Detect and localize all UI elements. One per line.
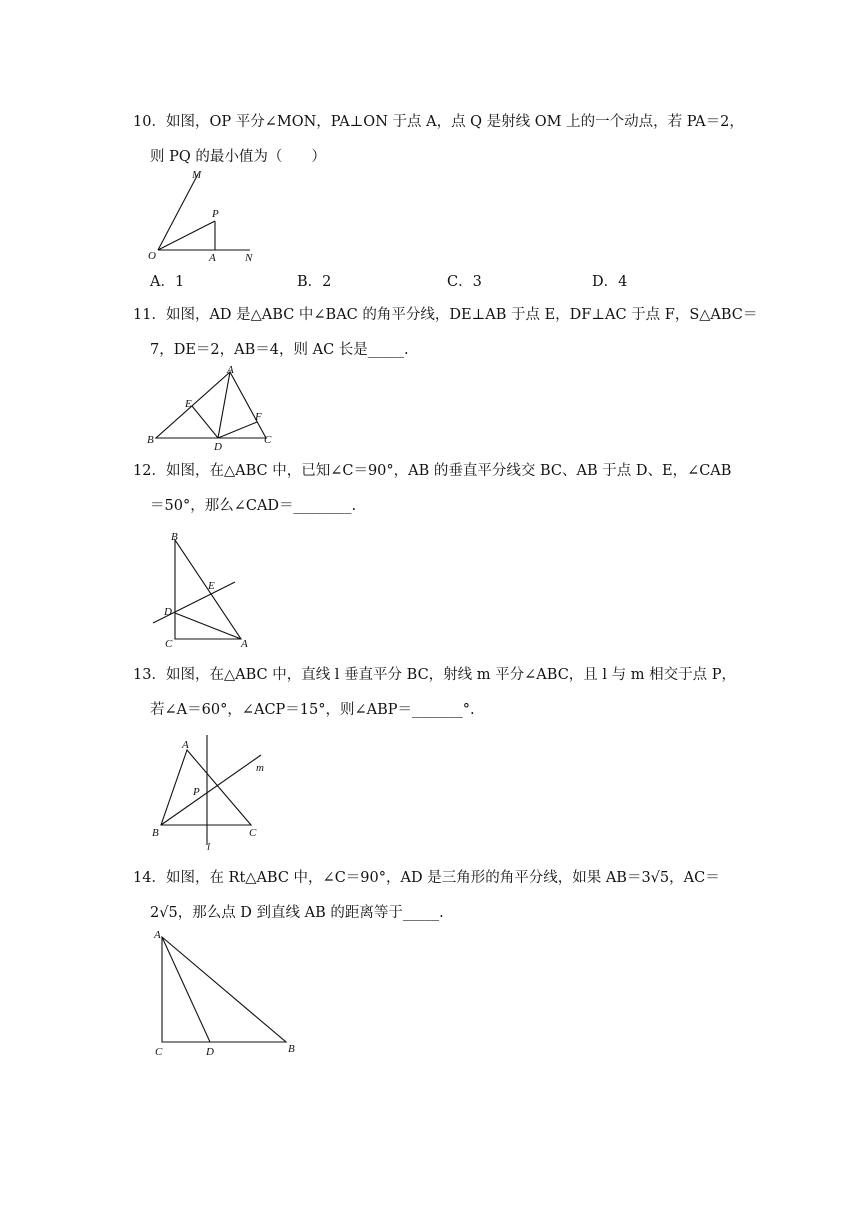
q13-line1: 13．如图，在△ABC 中，直线 l 垂直平分 BC，射线 m 平分∠ABC，且 l 与 m 相交于点 P，	[133, 667, 736, 683]
q12-line1: 12．如图，在△ABC 中，已知∠C＝90°，AB 的垂直平分线交 BC、AB 于点 D、E，∠CAB	[133, 463, 732, 479]
q14-label-B: B	[288, 1043, 295, 1055]
q10-option-b: B．2	[297, 274, 332, 290]
q14-line2: 2√5，那么点 D 到直线 AB 的距离等于_____.	[150, 905, 444, 921]
q11-line2: 7，DE＝2，AB＝4，则 AC 长是_____.	[150, 342, 409, 358]
q14-line1: 14．如图，在 Rt△ABC 中，∠C＝90°，AD 是三角形的角平分线，如果 AB＝3√5，AC＝	[133, 870, 720, 886]
q11-label-F: F	[255, 411, 262, 423]
q10-label-N: N	[245, 252, 253, 264]
q14-label-C: C	[155, 1046, 163, 1058]
q12-figure	[145, 526, 255, 651]
q10-option-a: A．1	[150, 274, 185, 290]
q12-label-C: C	[165, 638, 173, 650]
q10-line2: 则 PQ 的最小值为（ ）	[150, 149, 326, 165]
q13-label-m: m	[256, 762, 264, 774]
q10-option-d: D．4	[592, 274, 628, 290]
q11-line1: 11．如图，AD 是△ABC 中∠BAC 的角平分线，DE⊥AB 于点 E，DF⊥AC 于点 F，S△ABC＝	[133, 307, 758, 323]
q13-label-C: C	[249, 827, 257, 839]
q14-label-D: D	[206, 1046, 214, 1058]
q10-label-A: A	[209, 252, 216, 264]
q10-label-O: O	[148, 250, 156, 262]
q11-figure	[140, 362, 280, 452]
q10-option-c: C．3	[447, 274, 482, 290]
q11-label-C: C	[264, 434, 272, 446]
q10-label-P: P	[212, 208, 219, 220]
q13-label-P: P	[193, 786, 200, 798]
q12-label-B: B	[171, 531, 178, 543]
q11-label-A: A	[227, 364, 234, 376]
q11-label-D: D	[214, 441, 222, 453]
q13-label-l: l	[207, 841, 211, 853]
q10-label-M: M	[192, 169, 202, 181]
q10-line1: 10．如图，OP 平分∠MON，PA⊥ON 于点 A，点 Q 是射线 OM 上的一个动点，若 PA＝2，	[133, 114, 744, 130]
q12-label-A: A	[241, 638, 248, 650]
q13-figure	[145, 730, 275, 855]
q12-label-E: E	[208, 580, 215, 592]
q11-label-E: E	[185, 398, 192, 410]
q13-label-B: B	[152, 827, 159, 839]
q13-line2: 若∠A＝60°，∠ACP＝15°，则∠ABP＝_______°.	[150, 702, 475, 718]
q12-line2: ＝50°，那么∠CAD＝________.	[150, 498, 357, 514]
q14-figure	[148, 925, 308, 1060]
q13-label-A: A	[182, 739, 189, 751]
q11-label-B: B	[147, 434, 154, 446]
q12-label-D: D	[164, 606, 172, 618]
q10-figure	[140, 166, 270, 266]
q14-label-A: A	[154, 929, 161, 941]
